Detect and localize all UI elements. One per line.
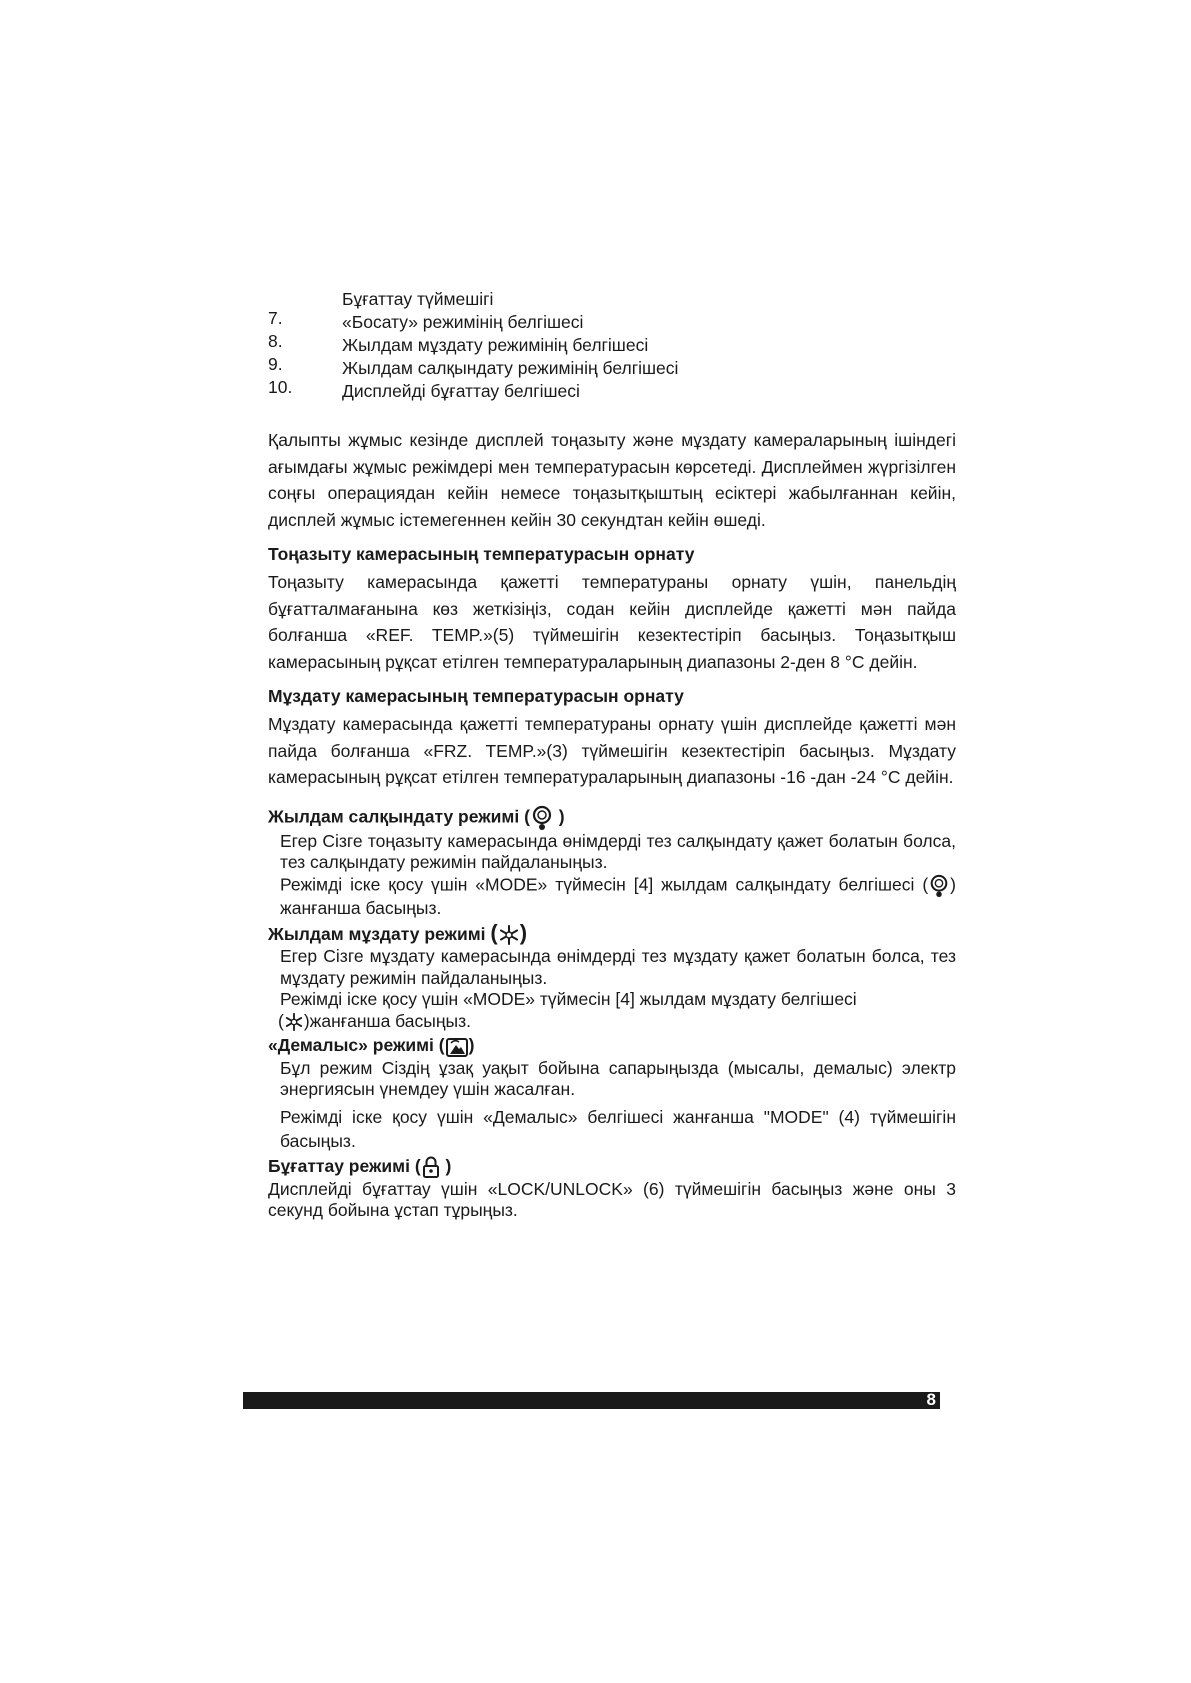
fast-freeze-heading (268, 921, 956, 946)
list-number: 10. (268, 377, 293, 397)
holiday-p1: Бұл режим Сіздің ұзақ уақыт бойына сапарыңызда (мысалы, демалыс) электр энергиясын үнемдеу үшін жасалған. (280, 1057, 956, 1100)
list-number: 8. (268, 331, 283, 351)
fast-freeze-heading-text: Жылдам мұздату режимі (268, 924, 491, 944)
fridge-temp-heading: Тоңазыту камерасының температурасын орнату (268, 544, 695, 564)
lock-heading (268, 1155, 956, 1179)
fast-cool-p2-end: ) жанғанша басыңыз. (280, 874, 956, 918)
snowflake-icon (498, 924, 520, 946)
holiday-heading-end: ) (468, 1035, 475, 1056)
list-item (268, 377, 968, 403)
fast-cool-icon (530, 805, 554, 831)
holiday-heading (268, 1034, 956, 1057)
list-number: 7. (268, 308, 283, 328)
holiday-p2: Режімді іске қосу үшін «Демалыс» белгішесі жанғанша "MODE" (4) түймешігін басыңыз. (280, 1106, 956, 1151)
fast-cool-p1: Егер Сізге тоңазыту камерасында өнімдерді тез салқындату қажет болатын болса, тез салқындату режимін пайдаланыңыз. (280, 830, 956, 872)
list-item (268, 288, 968, 311)
lock-heading-text: Бұғаттау режимі ( (268, 1155, 421, 1176)
fast-freeze-p3-end: )жанғанша басыңыз. (303, 1010, 471, 1031)
list-text: Жылдам салқындату режимінің белгішесі (342, 358, 679, 378)
fast-freeze-p2: Режімді іске қосу үшін «MODE» түймесін [4] жылдам мұздату белгішесі (280, 989, 857, 1010)
fast-freeze-p3-start: ( (278, 1010, 284, 1031)
indicator-list (268, 288, 968, 403)
snowflake-icon (284, 1012, 304, 1032)
list-text: Бұғаттау түймешігі (342, 289, 494, 309)
fast-freeze-p3 (268, 1011, 956, 1033)
fast-cool-p2 (268, 874, 956, 920)
lock-icon (421, 1155, 441, 1179)
footer-bar (243, 1392, 940, 1409)
fast-cool-p2-start: Режімді іске қосу үшін «MODE» түймесін [4] жылдам салқындату белгішесі ( (280, 874, 929, 895)
freezer-temp-body: Мұздату камерасында қажетті температураны орнату үшін дисплейде қажетті мән пайда болғанша «FRZ. TEMP.»(3) түймешігін кезектестіріп басыңыз. Мұздату камерасының рұқсат етілген температураларының диапазоны -16 -дан -24 °C дейін. (268, 714, 956, 787)
fast-cool-heading-end: ) (553, 806, 565, 827)
list-text: «Босату» режимінің белгішесі (342, 312, 584, 332)
freezer-temp-heading: Мұздату камерасының температурасын орнату (268, 686, 684, 706)
main-content (268, 427, 956, 1221)
fast-cool-heading (268, 805, 956, 831)
lock-body: Дисплейді бұғаттау үшін «LOCK/UNLOCK» (6) түймешігін басыңыз және оны 3 секунд бойына ұстап тұрыңыз. (268, 1179, 956, 1221)
list-number (268, 284, 342, 307)
list-item (268, 354, 968, 380)
list-item (268, 308, 968, 334)
list-number: 9. (268, 354, 283, 374)
fast-freeze-p1: Егер Сізге мұздату камерасында өнімдерді тез мұздату қажет болатын болса, тез мұздату режимін пайдаланыңыз. (280, 946, 956, 988)
list-text: Жылдам мұздату режимінің белгішесі (342, 335, 649, 355)
fast-cool-icon (928, 874, 950, 898)
holiday-icon (445, 1036, 469, 1058)
intro-paragraph: Қалыпты жұмыс кезінде дисплей тоңазыту және мұздату камераларының ішіндегі ағымдағы жұмыс режімдері мен температурасын көрсетеді. Дисплеймен жүргізілген соңғы операциядан кейін немесе тоңазытқыштың есіктері жабылғаннан кейін, дисплей жұмыс істемегеннен кейін 30 секундтан кейін өшеді. (268, 430, 956, 530)
fast-freeze-paren-open: ( (490, 920, 498, 945)
fast-cool-heading-text: Жылдам салқындату режимі ( (268, 806, 530, 827)
holiday-heading-text: «Демалыс» режимі ( (268, 1035, 445, 1056)
fridge-temp-body: Тоңазыту камерасында қажетті температураны орнату үшін, панельдің бұғатталмағанына көз жеткізіңіз, содан кейін дисплейде қажетті мән пайда болғанша «REF. TEMP.»(5) түймешігін кезектестіріп басыңыз. Тоңазытқыш камерасының рұқсат етілген температураларының диапазоны 2-ден 8 °C дейін. (268, 572, 956, 672)
list-text: Дисплейді бұғаттау белгішесі (342, 381, 580, 401)
fast-freeze-paren-close: ) (519, 920, 528, 945)
list-item (268, 331, 968, 357)
page-number: 8 (926, 1390, 936, 1409)
lock-heading-end: ) (440, 1155, 452, 1176)
